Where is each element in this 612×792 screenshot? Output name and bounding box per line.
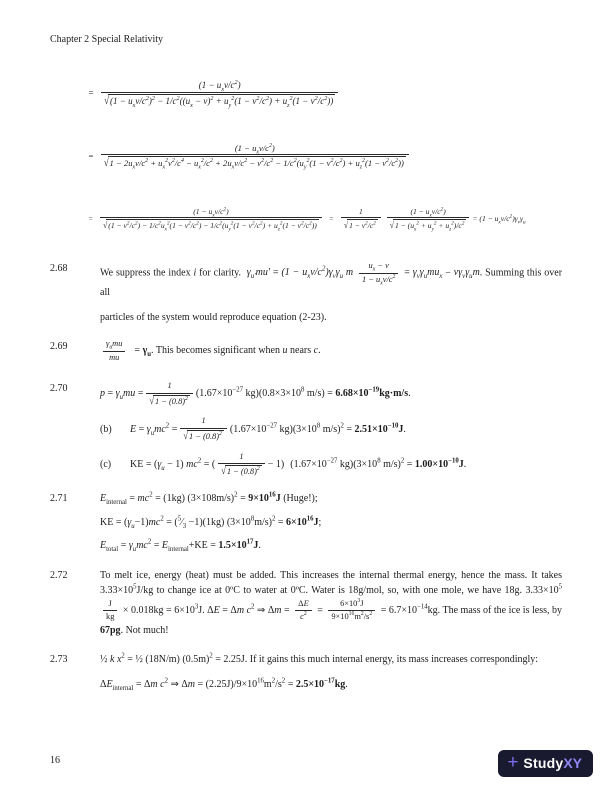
derivation-block [84, 63, 562, 251]
problem-text: We suppress the index i for clarity. $\gamma_{u'}mu' = (1 - u_xv/c^2)\gamma_v\gamma_u$ m [100, 265, 354, 281]
math-fraction [101, 143, 409, 170]
problem-2-72 [50, 568, 562, 639]
derivation-result: = $(1 - u_xv/c^2)\gamma_v\gamma_u$ [472, 213, 526, 226]
equation-line: $E_{total} = \gamma_umc^2 = E_{internal}+KE = 1.5\times 10^{17}J$. [100, 538, 261, 554]
problem-2-70 [50, 381, 562, 487]
problem-2-68 [50, 261, 562, 325]
problem-number: 2.70 [50, 383, 68, 394]
equals-sign: = [328, 214, 334, 224]
radical-icon: √ [103, 219, 108, 231]
problem-number: 2.71 [50, 493, 68, 505]
problem-number: 2.69 [50, 341, 68, 352]
fraction-numerator: $(1 - u_xv/c^2)$ [234, 142, 275, 156]
radical-icon: √ [149, 394, 154, 406]
part-c-line: (c) KE = $(\gamma_u - 1) mc^2$ = ( 1 √ $1 - (0.8)^2$ − 1) ($1.67\times 10^{-27}$ $kg)(3\times 10^8$ $m/s)^2 = 1.00\times 10^{-10}J$. [100, 452, 562, 478]
math-fraction: $(1 - u_xv/c^2)$ √ $1 - (u_x^2 + u_y^2 + u_z^2)/c^2$ [387, 207, 470, 231]
math-fraction: $\frac{6\times 10^3J}{9\times 10^{16}m^2/s^2}$ [328, 599, 375, 623]
problem-text: ½ k $x^2$ = ½ (18N/m) $(0.5m)^2 = 2.25J$. If it gains this much internal energy, its mass increases correspondingly: [100, 652, 539, 666]
math-fraction: 1 √ $1 - (0.8)^2$ [218, 452, 265, 478]
problem-number: 2.73 [50, 654, 68, 666]
fraction-denominator: √ $1 - 2u_xv/c^2 + u_x^2v^2/c^4 - u_x^2/c^2 + 2u_xv/c^2 - v^2/c^2 - 1/c^2(u_y^2(1 - v^2/c^2) + u_z^2(1 - v^2/c^2))$ [103, 156, 404, 171]
math-fraction: 1 √ $1 - (0.8)^2$ [146, 381, 193, 407]
part-b-line: (b) $E = \gamma_umc^2$ = 1 √ $1 - (0.8)^2$ ($1.67\times 10^{-27}$ $kg)(3\times 10^8$ $m/s)^2 = 2.51\times 10^{-10}J$. [100, 416, 562, 442]
equals-sign: = [88, 88, 95, 99]
math-fraction: $\frac{\Delta E}{c^2}$ [295, 599, 312, 623]
equals-sign: = [88, 214, 94, 224]
problem-2-71 [50, 491, 562, 554]
problem-text: × $0.018kg = 6\times 10^3J$. ΔE = Δm $c^2$ ⇒ Δm = [122, 603, 290, 617]
math-fraction: $\frac{u_x - v}{1 - u_xv/c^2}$ [359, 261, 398, 285]
studyxy-logo [498, 750, 593, 777]
problem-text: = $\gamma_u$. This becomes significant when u nears c. [134, 345, 321, 359]
chapter-header: Chapter 2 Special Relativity [50, 34, 164, 45]
problem-text: = $\gamma_v\gamma_umu_x - v\gamma_v\gamma_um$. Summing this over all [100, 267, 563, 298]
problem-number: 2.72 [50, 569, 68, 581]
problem-text-line2: particles of the system would reproduce equation (2-23). [100, 311, 327, 323]
problem-2-69 [50, 339, 562, 363]
derivation-line-3 [84, 187, 562, 251]
problem-text: = $6.7\times 10^{-14}kg$. The mass of the ice is less, by 67pg. Not much! [100, 603, 562, 636]
radical-icon: √ [103, 156, 109, 169]
math-fraction [101, 80, 338, 108]
math-fraction: 1 √ $1 - (0.8)^2$ [180, 416, 227, 442]
fraction-numerator: $(1 - u_xv/c^2)$ [198, 80, 241, 93]
math-fraction: $\frac{\gamma_umu}{mu}$ [103, 339, 125, 363]
part-label: (b) [100, 423, 112, 435]
part-a-line: $p = \gamma_umu$ = 1 √ $1 - (0.8)^2$ ($1.67\times 10^{-27}$ $kg)(0.8\times 3\times 10^8$ $m/s) = 6.68\times 10^{-19}kg\cdot m/s$. [100, 381, 562, 407]
problem-text: To melt ice, energy (heat) must be added. This increases the internal thermal energy, hence the mass. It takes $3.33\times 10^5J/kg$ to change ice at 0ºC to water at 0ºC. Water is 18g/mol, so, with one mole, we have 18g. $3.33\times 10^5$ [100, 569, 562, 597]
equals-sign: = [88, 150, 94, 161]
plus-icon: + [507, 752, 519, 773]
equation-line: $\Delta E_{internal} = \Delta m$ $c^2$ ⇒ $\Delta m = (2.25J)/9\times 10^{16}m^2/s^2 = 2.5\times 10^{-17}kg$. [100, 677, 348, 692]
fraction-denominator: √ $(1 - u_xv/c^2)^2 - 1/c^2((u_x - v)^2 + u_y^2(1 - v^2/c^2) + u_z^2(1 - v^2/c^2))$ [104, 94, 334, 110]
part-label: (c) [100, 459, 112, 471]
page-number: 16 [50, 755, 60, 766]
problem-number: 2.68 [50, 263, 68, 274]
math-fraction: 1 √ $1 - v^2/c^2$ [341, 207, 381, 231]
logo-text-xy: XY [563, 755, 582, 771]
derivation-line-1 [84, 63, 562, 125]
math-fraction: $\frac{J}{kg}$ [103, 599, 117, 623]
math-fraction: $(1 - u_xv/c^2)$ √ $(1 - v^2/c^2) - 1/c^2u_x^2(1 - v^2/c^2) - 1/c^2(u_y^2(1 - v^2/c^2) + u_z^2(1 - v^2/c^2))$ [100, 207, 322, 231]
radical-icon: √ [183, 429, 188, 442]
radical-icon: √ [389, 219, 394, 231]
radical-icon: √ [221, 465, 226, 477]
problem-text: = [317, 605, 323, 617]
equation-line: $E_{internal} = mc^2 = (1kg) (3\times 108m/s)^2 = 9\times 10^{16}J$ (Huge!); [100, 491, 318, 507]
logo-text-study: Study [523, 755, 564, 771]
radical-icon: √ [104, 94, 110, 107]
equation-line: KE = $(\gamma_u-1)mc^2$ = $(^5⁄_3 -1)(1kg) (3\times 10^8m/s)^2 = 6\times 10^{16}J$; [100, 515, 322, 530]
problem-2-73 [50, 652, 562, 692]
derivation-line-2 [84, 125, 562, 187]
radical-icon: √ [343, 219, 349, 231]
